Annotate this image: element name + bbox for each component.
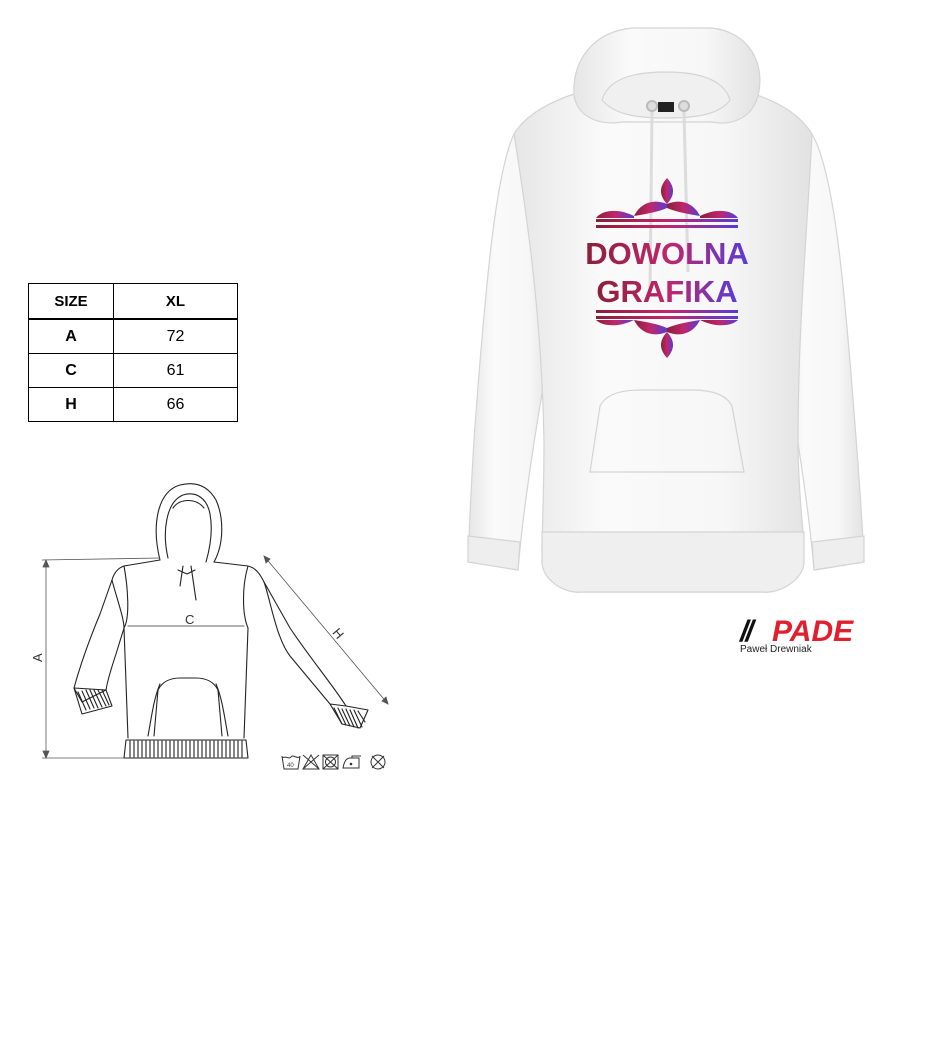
- dimension-c-label: C: [185, 612, 195, 627]
- table-row: [29, 354, 238, 388]
- row-value: 66: [114, 388, 238, 422]
- no-dry-clean-icon: [371, 755, 385, 769]
- dimension-a-label: A: [30, 653, 45, 662]
- table-row: [29, 388, 238, 422]
- wash-temp-label: 40: [287, 763, 294, 769]
- size-table: [28, 283, 238, 422]
- logo-wordmark: PADE: [772, 615, 854, 648]
- no-tumble-dry-icon: [323, 755, 338, 769]
- logo-subtitle: Paweł Drewniak: [740, 644, 812, 655]
- logo-slashes: //: [740, 615, 751, 648]
- row-value: 72: [114, 319, 238, 354]
- size-header: SIZE: [29, 284, 114, 320]
- table-row: [29, 319, 238, 354]
- hoodie-technical-drawing: [20, 478, 400, 778]
- no-bleach-icon: [303, 755, 319, 769]
- row-label: A: [29, 319, 114, 354]
- dimension-h-label: H: [329, 625, 347, 642]
- iron-icon: [343, 756, 361, 768]
- print-text-line2: GRAFIKA: [596, 274, 738, 309]
- print-text-line1: DOWOLNA: [585, 236, 749, 271]
- row-value: 61: [114, 354, 238, 388]
- hoodie-product-image: [462, 22, 872, 602]
- row-label: H: [29, 388, 114, 422]
- pade-logo: [738, 616, 878, 664]
- xl-header: XL: [114, 284, 238, 320]
- size-table-header: [29, 284, 238, 320]
- row-label: C: [29, 354, 114, 388]
- care-symbols: [280, 752, 390, 772]
